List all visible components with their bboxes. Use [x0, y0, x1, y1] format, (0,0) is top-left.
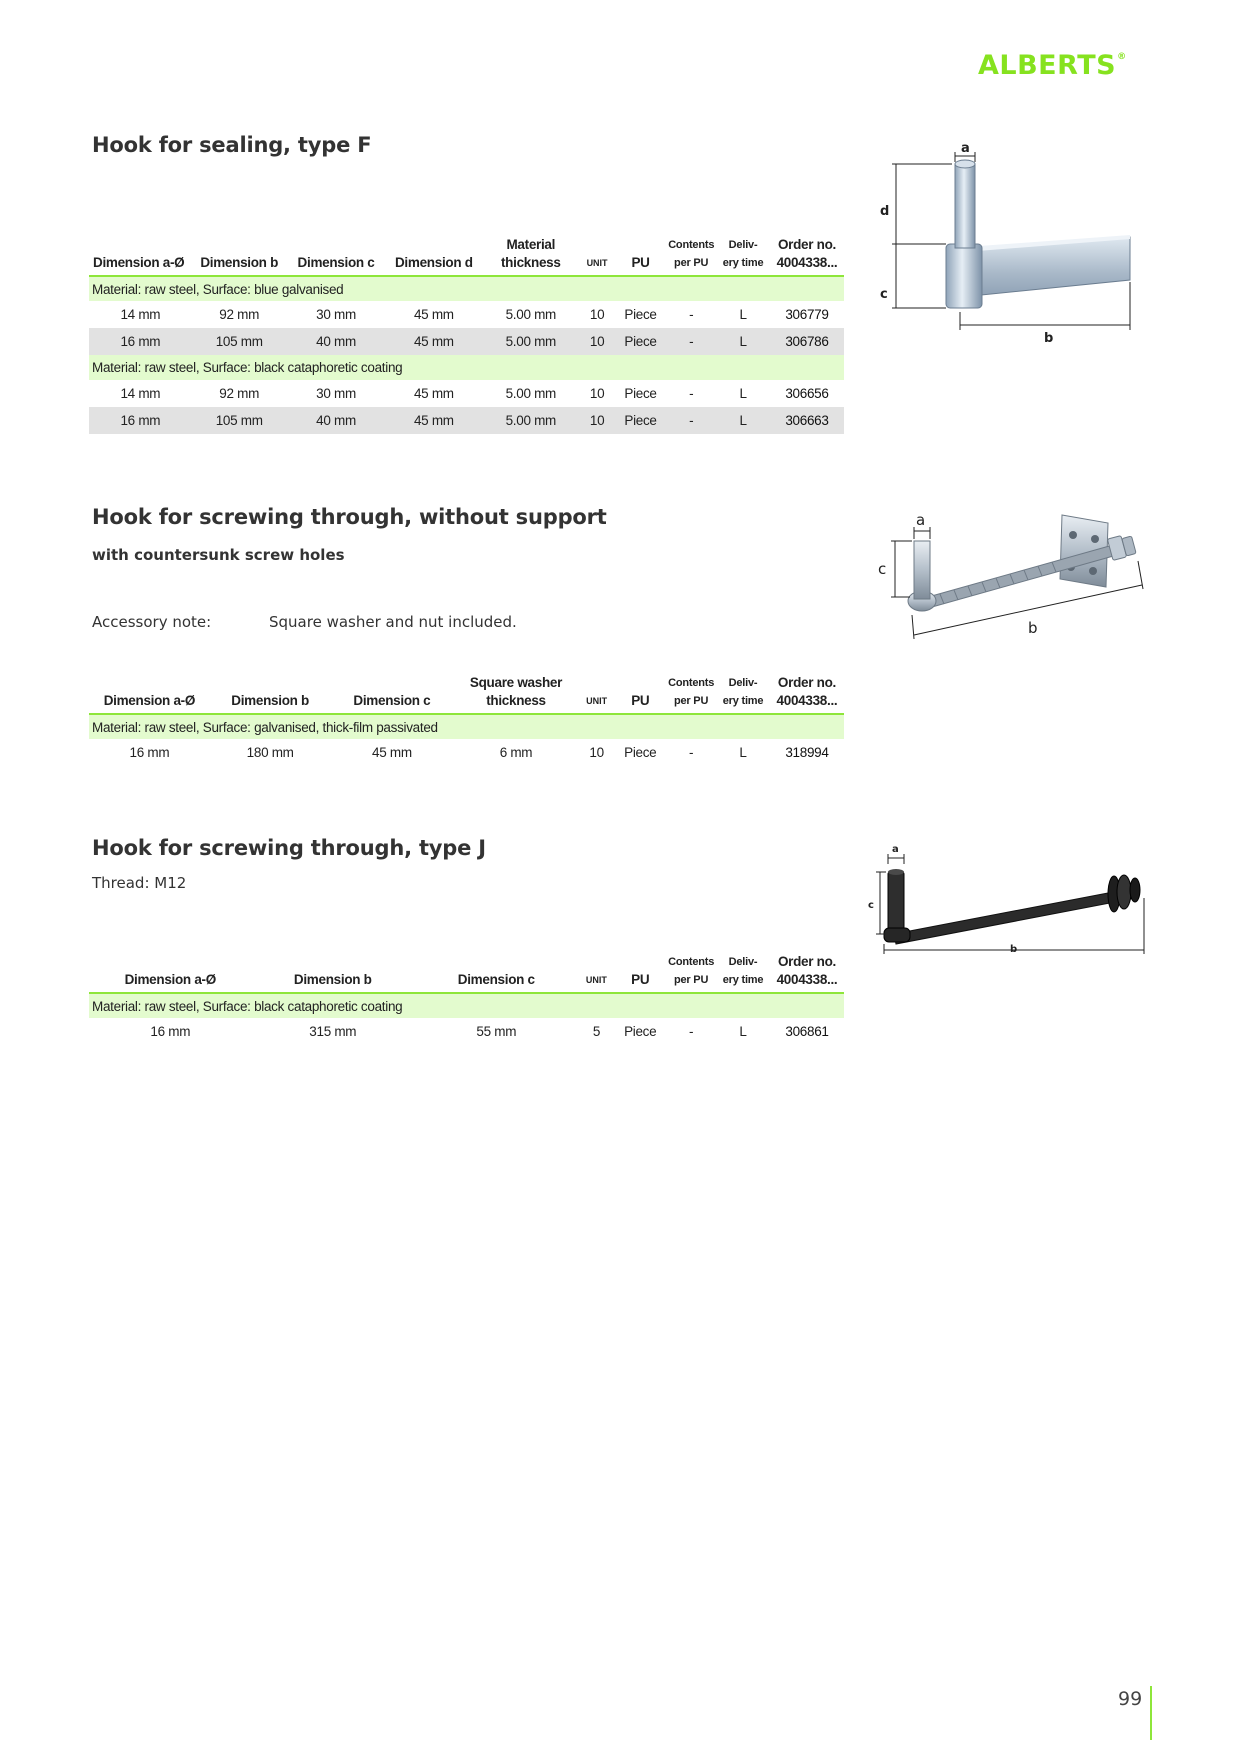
cell: 105 mm — [192, 328, 287, 355]
cell: 30 mm — [316, 307, 356, 322]
dimension-label-d: d — [880, 204, 890, 219]
order-number: 306663 — [770, 407, 844, 434]
col-delivery-time — [716, 674, 770, 714]
table-row — [89, 407, 844, 434]
cell: 5.00 mm — [505, 307, 556, 322]
col-unit — [579, 953, 615, 993]
material-label: Material: raw steel, Surface: black cataphoretic coating — [89, 993, 844, 1018]
table-row — [89, 1018, 844, 1045]
col-order-no — [770, 236, 844, 276]
header-text: Order no. 4004338... — [776, 675, 838, 708]
section-title-without-support: Hook for screwing through, without support — [92, 505, 607, 529]
cell: - — [689, 386, 694, 401]
header-text: Square washer thickness — [469, 675, 563, 708]
cell: 92 mm — [219, 307, 260, 322]
cell: 5.00 mm — [505, 386, 556, 401]
cell: 45 mm — [385, 407, 482, 434]
col-dimension-a: Dimension a-Ø — [89, 236, 192, 276]
material-row — [89, 276, 844, 301]
header-text: Order no. 4004338... — [776, 237, 838, 270]
cell: 14 mm — [120, 307, 161, 322]
header-text: Deliv-ery time — [722, 677, 764, 707]
cell: L — [716, 328, 770, 355]
cell: Piece — [624, 745, 657, 760]
col-unit — [579, 236, 615, 276]
material-label: Material: raw steel, Surface: blue galvanised — [89, 276, 844, 301]
cell: 16 mm — [129, 745, 170, 760]
spec-table-type-f — [89, 236, 844, 434]
cell: 16 mm — [89, 407, 192, 434]
order-number: 306861 — [785, 1024, 829, 1039]
col-pu: PU — [614, 953, 666, 993]
cell: 30 mm — [316, 386, 356, 401]
material-row — [89, 355, 844, 380]
header-text: Order no. 4004338... — [776, 954, 838, 987]
cell: L — [739, 307, 747, 322]
screw-hook-figure — [870, 505, 1155, 660]
dimension-label-c: c — [878, 560, 887, 578]
col-material-thickness — [482, 236, 579, 276]
order-number: 306656 — [785, 386, 829, 401]
cell: 315 mm — [309, 1024, 357, 1039]
header-text: Contents per PU — [668, 677, 715, 707]
cell: L — [739, 386, 747, 401]
page-number: 99 — [1118, 1688, 1143, 1710]
col-dimension-d: Dimension d — [385, 236, 482, 276]
cell: 6 mm — [499, 745, 533, 760]
cell: - — [688, 745, 694, 760]
cell: L — [739, 1024, 747, 1039]
dimension-label-a: a — [892, 844, 899, 855]
table-row — [89, 380, 844, 407]
cell: 10 — [579, 407, 615, 434]
section-subtitle: with countersunk screw holes — [92, 546, 345, 564]
cell: Piece — [624, 386, 657, 401]
cell: 55 mm — [476, 1024, 517, 1039]
section-title-type-f: Hook for sealing, type F — [92, 133, 372, 157]
order-number: 318994 — [785, 745, 829, 760]
table-row — [89, 739, 844, 766]
cell: Piece — [615, 328, 666, 355]
cell: 16 mm — [150, 1024, 191, 1039]
col-dimension-b: Dimension b — [252, 953, 415, 993]
header-text: UNIT — [585, 975, 607, 985]
col-delivery-time — [716, 236, 770, 276]
cell: 10 — [579, 328, 615, 355]
cell: 14 mm — [120, 386, 161, 401]
cell: Piece — [624, 307, 657, 322]
col-dimension-c: Dimension c — [414, 953, 578, 993]
type-j-hook-figure — [866, 838, 1152, 958]
header-text: UNIT — [586, 258, 608, 268]
material-label: Material: raw steel, Surface: galvanised, thick-film passivated — [89, 714, 844, 739]
thread-spec: Thread: M12 — [92, 874, 187, 892]
col-delivery-time — [716, 953, 770, 993]
cell: 45 mm — [372, 745, 412, 760]
dimension-label-a: a — [961, 141, 970, 156]
cell: 5.00 mm — [482, 407, 579, 434]
dimension-label-b: b — [1010, 944, 1018, 955]
col-pu: PU — [615, 236, 666, 276]
cell: L — [716, 407, 770, 434]
cell: L — [739, 745, 747, 760]
col-dimension-a: Dimension a-Ø — [89, 953, 252, 993]
table-header-row — [89, 953, 844, 993]
col-dimension-a: Dimension a-Ø — [89, 674, 210, 714]
accessory-note-label: Accessory note: — [92, 613, 212, 631]
col-order-no — [770, 953, 844, 993]
cell: 40 mm — [287, 328, 386, 355]
col-order-no — [770, 674, 844, 714]
cell: 5.00 mm — [482, 328, 579, 355]
page-number-accent-bar — [1150, 1686, 1152, 1740]
cell: - — [688, 1024, 694, 1039]
cell: - — [666, 328, 716, 355]
cell: 45 mm — [413, 386, 454, 401]
col-contents-per-pu — [666, 674, 716, 714]
col-contents-per-pu — [666, 953, 716, 993]
dimension-label-c: c — [880, 287, 888, 302]
cell: 40 mm — [287, 407, 386, 434]
cell: 10 — [589, 307, 605, 322]
col-dimension-b: Dimension b — [192, 236, 287, 276]
cell: - — [666, 407, 716, 434]
header-text: Contents per PU — [668, 239, 715, 269]
col-dimension-c: Dimension c — [287, 236, 386, 276]
material-label: Material: raw steel, Surface: black cataphoretic coating — [89, 355, 844, 380]
header-text: Material thickness — [500, 237, 561, 270]
col-dimension-c: Dimension c — [331, 674, 454, 714]
material-row — [89, 993, 844, 1018]
col-pu: PU — [614, 674, 666, 714]
cell: 16 mm — [89, 328, 192, 355]
brand-logo: ALBERTS® — [978, 50, 1127, 81]
table-header-row — [89, 674, 844, 714]
cell: 105 mm — [192, 407, 287, 434]
spec-table-type-j — [89, 953, 844, 1045]
col-unit — [579, 674, 615, 714]
cell: 45 mm — [385, 328, 482, 355]
cell: 5 — [592, 1024, 601, 1039]
cell: 92 mm — [219, 386, 260, 401]
cell: 10 — [589, 386, 605, 401]
dimension-label-a: a — [916, 511, 926, 529]
dimension-label-c: c — [868, 900, 874, 911]
cell: - — [689, 307, 694, 322]
header-text: Deliv-ery time — [722, 239, 764, 269]
col-washer-thickness — [453, 674, 578, 714]
spec-table-without-support — [89, 674, 844, 766]
header-text: Contents per PU — [668, 956, 715, 986]
dimension-label-b: b — [1028, 619, 1038, 637]
cell: 180 mm — [246, 745, 294, 760]
table-row — [89, 328, 844, 355]
accessory-note-text: Square washer and nut included. — [269, 613, 517, 631]
cell: 45 mm — [413, 307, 454, 322]
table-header-row — [89, 236, 844, 276]
order-number: 306786 — [770, 328, 844, 355]
header-text: Deliv-ery time — [722, 956, 764, 986]
col-contents-per-pu — [666, 236, 716, 276]
table-row — [89, 301, 844, 328]
col-dimension-b: Dimension b — [210, 674, 331, 714]
header-text: UNIT — [586, 696, 608, 706]
section-title-type-j: Hook for screwing through, type J — [92, 836, 486, 860]
cell: Piece — [624, 1024, 657, 1039]
cell: Piece — [615, 407, 666, 434]
order-number: 306779 — [785, 307, 829, 322]
cell: 10 — [589, 745, 604, 760]
dimension-label-b: b — [1044, 331, 1054, 346]
sealing-hook-figure — [872, 140, 1140, 350]
material-row — [89, 714, 844, 739]
